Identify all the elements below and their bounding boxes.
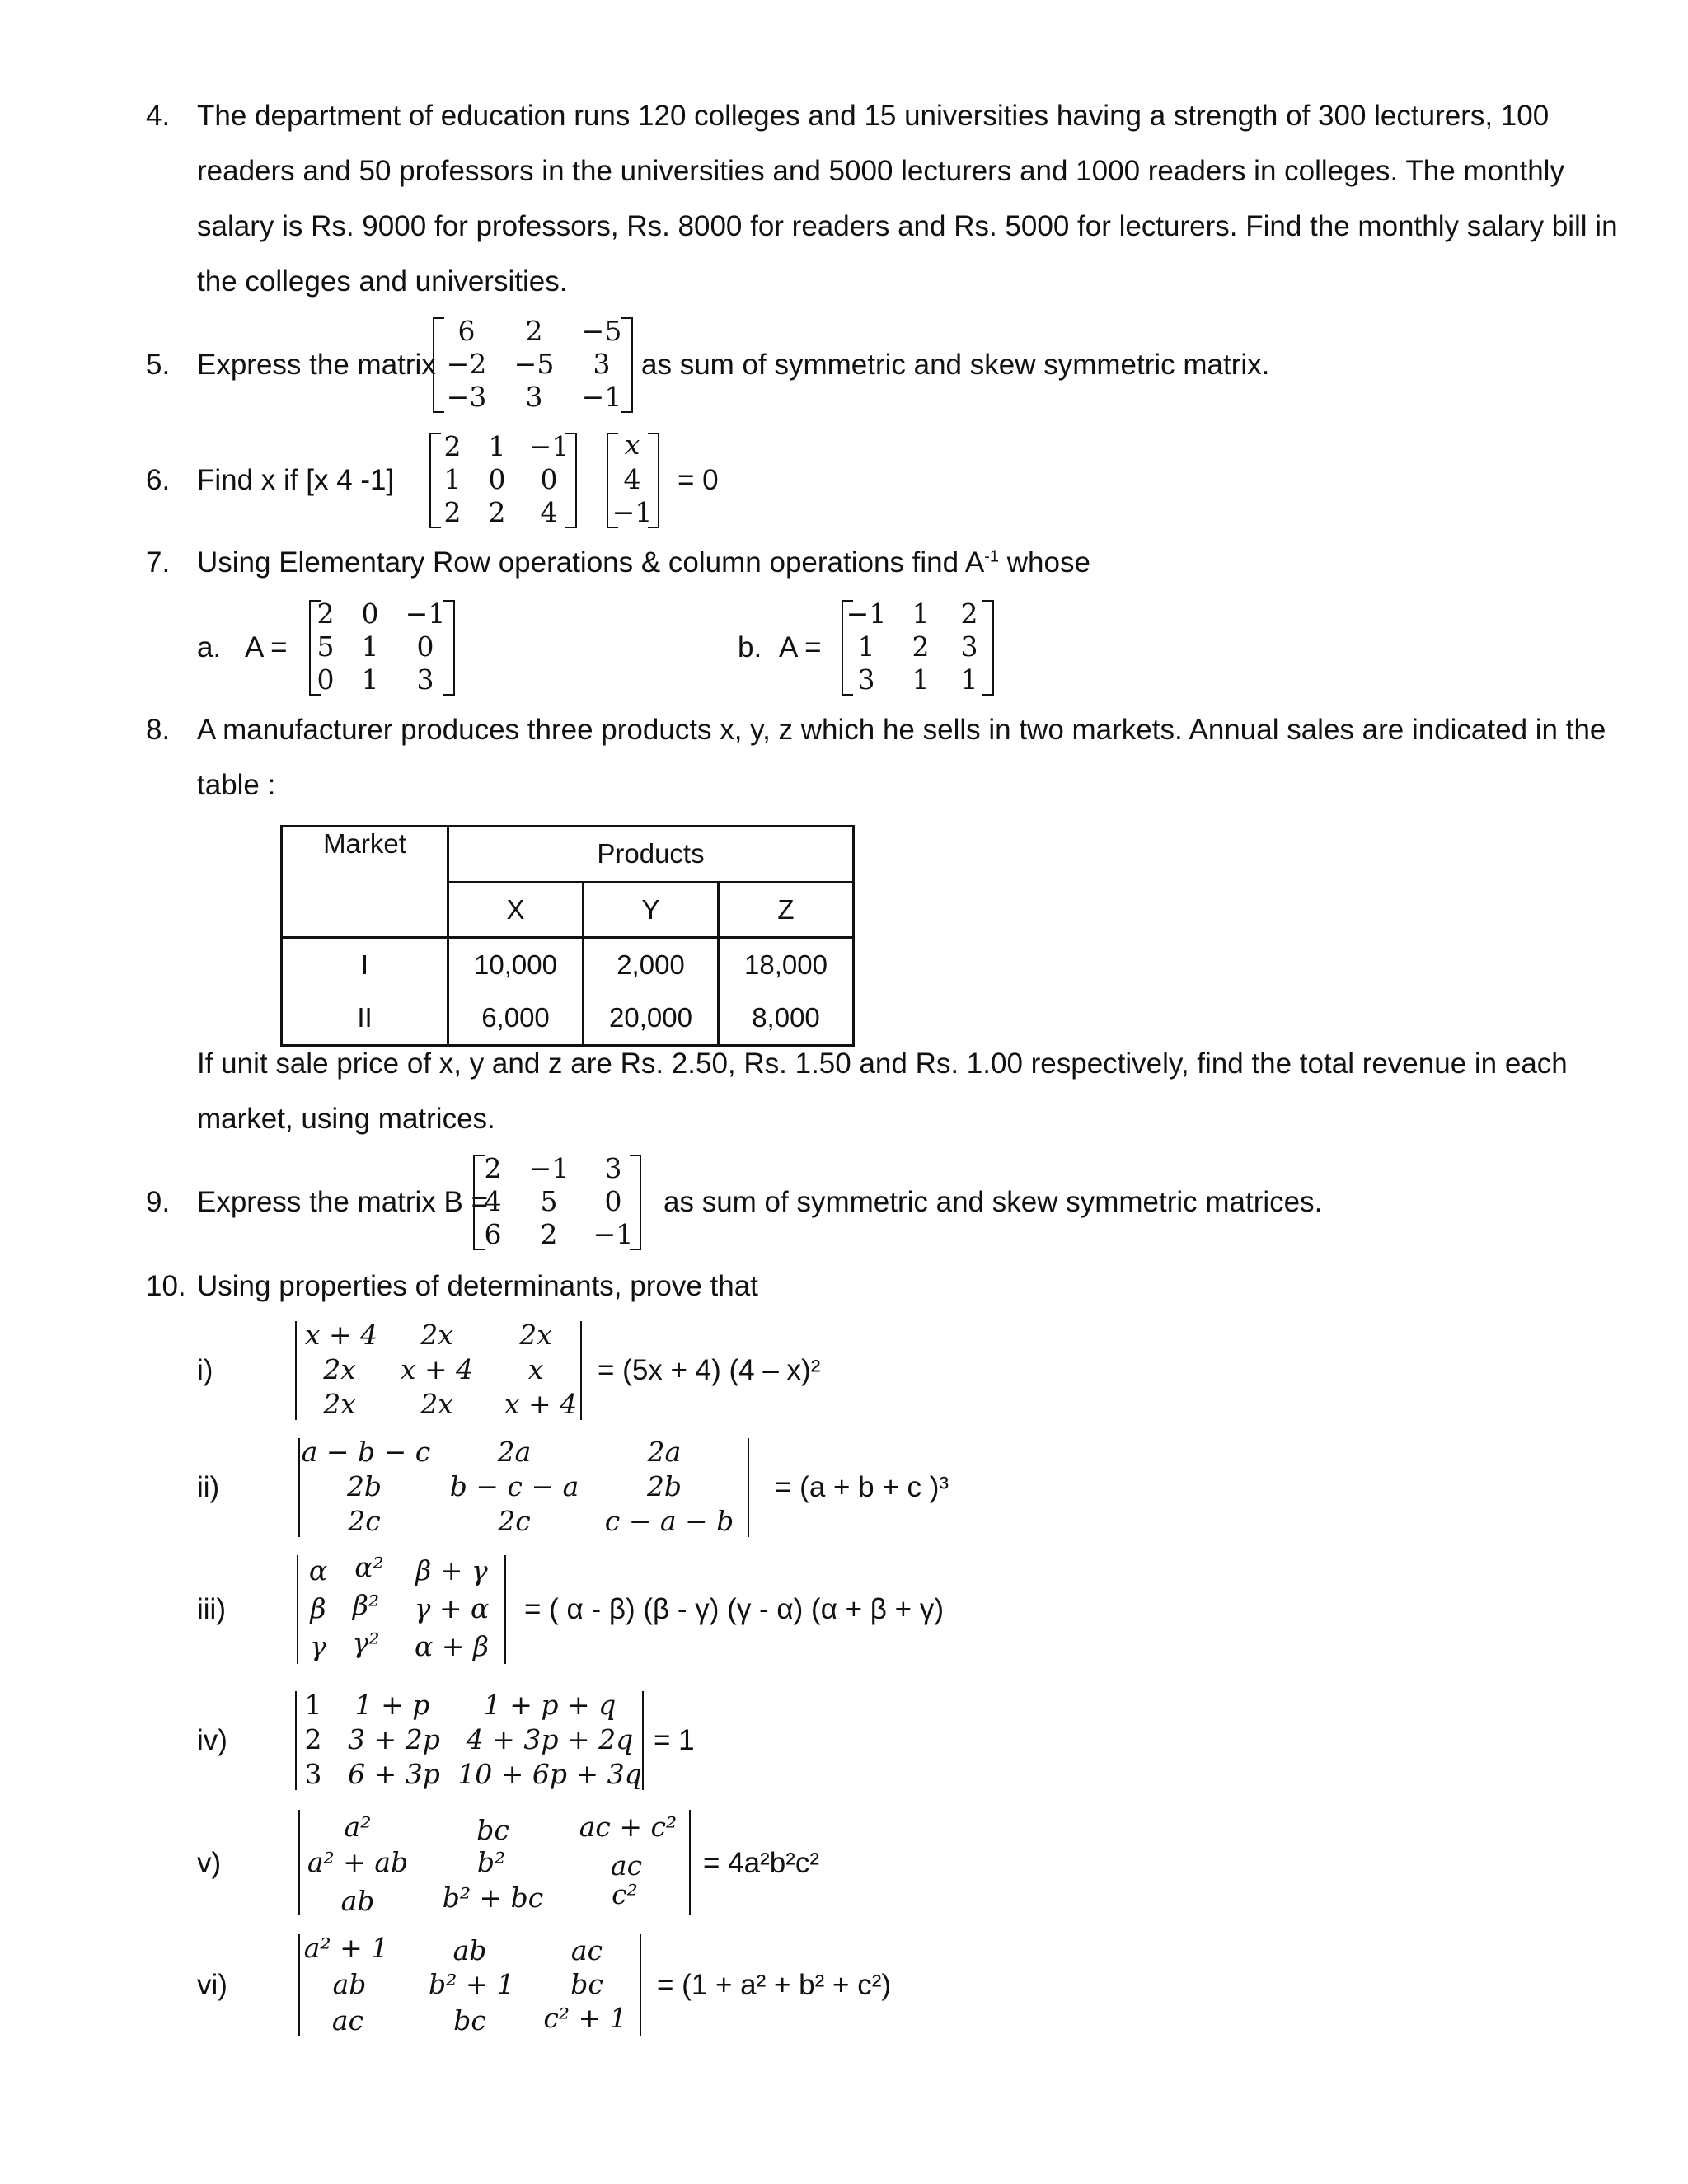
q4-number: 4.: [146, 100, 171, 132]
determinant-cell: x + 4: [400, 1353, 474, 1385]
determinant-cell: β + γ: [415, 1554, 488, 1586]
determinant-right-bar: [580, 1321, 582, 1420]
matrix-cell: 5: [316, 630, 335, 663]
part-label: iv): [197, 1724, 227, 1756]
determinant-cell: 2c: [348, 1505, 381, 1537]
determinant-cell: α²: [354, 1551, 384, 1583]
matrix-cell: 1: [488, 430, 506, 462]
determinant-cell: 3: [304, 1758, 322, 1790]
part-rhs: = (5x + 4) (4 – x)²: [598, 1354, 821, 1386]
q8-line-2: table :: [197, 769, 276, 801]
determinant-cell: ab: [340, 1885, 375, 1917]
determinant-cell: 2x: [519, 1319, 552, 1351]
determinant-cell: ac: [570, 1934, 603, 1966]
matrix-cell: 2: [525, 315, 543, 347]
determinant-cell: 1: [304, 1689, 322, 1721]
part-label: ii): [197, 1471, 220, 1503]
q4-line-4: the colleges and universities.: [197, 265, 568, 298]
q7a-label: a.: [197, 631, 222, 663]
determinant-right-bar: [748, 1438, 749, 1537]
matrix-cell: 1: [361, 630, 379, 663]
determinant-cell: γ + α: [414, 1592, 490, 1624]
q5-prefix: Express the matrix: [197, 349, 436, 381]
matrix-cell: 3: [593, 348, 611, 380]
left-bracket: [433, 317, 444, 413]
determinant-left-bar: [295, 1321, 297, 1420]
market-cell: II: [282, 991, 448, 1046]
table-row: [282, 991, 854, 1046]
part-label: i): [197, 1354, 213, 1386]
matrix-cell: 0: [316, 663, 335, 696]
table-cell: 18,000: [719, 938, 854, 992]
matrix-cell: −1: [581, 381, 622, 413]
matrix-cell: 3: [960, 630, 978, 663]
determinant-cell: α: [308, 1554, 328, 1586]
determinant-left-bar: [298, 1438, 300, 1537]
determinant-cell: b² + bc: [442, 1882, 544, 1914]
q6-number: 6.: [146, 464, 171, 496]
determinant-right-bar: [504, 1555, 506, 1664]
matrix-cell: 2: [316, 598, 335, 630]
q5-number: 5.: [146, 349, 171, 381]
determinant-cell: ac + c²: [579, 1811, 678, 1843]
part-rhs: = 4a²b²c²: [703, 1847, 820, 1879]
market-cell: I: [282, 938, 448, 992]
q8-number: 8.: [146, 714, 171, 746]
matrix-cell: 1: [443, 463, 462, 495]
column-header-x: X: [448, 882, 584, 938]
matrix-cell: 2: [912, 630, 930, 663]
vector-cell: 4: [623, 463, 641, 495]
table-header-row: [282, 827, 854, 883]
matrix-cell: 0: [604, 1185, 622, 1217]
q5-suffix: as sum of symmetric and skew symmetric matrix.: [641, 349, 1270, 381]
q6-prefix: Find x if [x 4 -1]: [197, 464, 395, 496]
q7b-prefix: A =: [779, 631, 822, 663]
determinant-cell: γ²: [352, 1627, 380, 1659]
matrix-cell: 3: [525, 381, 543, 413]
left-bracket: [429, 433, 441, 528]
q10-number: 10.: [146, 1270, 186, 1302]
table-cell: 20,000: [584, 991, 719, 1046]
part-label: v): [197, 1847, 222, 1879]
determinant-cell: β: [310, 1592, 326, 1624]
determinant-cell: 2b: [346, 1470, 382, 1502]
determinant-cell: 2x: [323, 1388, 356, 1420]
part-rhs: = (a + b + c )³: [775, 1471, 950, 1503]
table-cell: 6,000: [448, 991, 584, 1046]
determinant-cell: 10 + 6p + 3q: [457, 1758, 642, 1790]
determinant-cell: bc: [476, 1814, 509, 1846]
determinant-cell: b² + 1: [429, 1968, 514, 2000]
determinant-right-bar: [640, 1934, 641, 2036]
products-header: Products: [448, 827, 854, 883]
determinant-cell: ac: [610, 1849, 643, 1882]
matrix-cell: 0: [416, 630, 434, 663]
matrix-cell: −3: [446, 381, 487, 413]
determinant-cell: 2c: [498, 1505, 531, 1537]
determinant-cell: 1 + p: [354, 1689, 430, 1721]
determinant-cell: c²: [612, 1878, 638, 1910]
determinant-cell: a²: [344, 1811, 372, 1843]
determinant-cell: ab: [452, 1934, 487, 1966]
q4-line-1: The department of education runs 120 colleges and 15 universities having a strength of 300 lecturers, 100: [197, 100, 1550, 132]
q9-number: 9.: [146, 1186, 171, 1218]
determinant-cell: c − a − b: [604, 1505, 734, 1537]
part-rhs: = (1 + a² + b² + c²): [657, 1969, 891, 2001]
matrix-cell: 4: [484, 1185, 502, 1217]
table-cell: 8,000: [719, 991, 854, 1046]
determinant-cell: 2x: [323, 1353, 356, 1385]
determinant-cell: 4 + 3p + 2q: [466, 1723, 634, 1755]
determinant-cell: 6 + 3p: [348, 1758, 440, 1790]
matrix-cell: −2: [446, 348, 487, 380]
determinant-cell: α + β: [415, 1630, 489, 1662]
determinant-left-bar: [295, 1691, 297, 1790]
determinant-cell: 2: [304, 1723, 322, 1755]
q7-superscript: -1: [984, 547, 1000, 566]
left-bracket: [473, 1155, 485, 1250]
matrix-cell: 2: [443, 496, 462, 528]
column-header-z: Z: [719, 882, 854, 938]
determinant-cell: 2x: [420, 1388, 453, 1420]
determinant-cell: 2x: [420, 1319, 453, 1351]
q7b-label: b.: [738, 631, 762, 663]
vector-cell: −1: [612, 496, 653, 528]
matrix-cell: −1: [593, 1218, 634, 1250]
determinant-cell: 2b: [646, 1470, 682, 1502]
right-bracket: [982, 600, 994, 696]
determinant-cell: bc: [570, 1968, 603, 2000]
determinant-cell: x + 4: [304, 1319, 378, 1351]
q8-after-1: If unit sale price of x, y and z are Rs. 2.50, Rs. 1.50 and Rs. 1.00 respectively, find the total revenue in each: [197, 1047, 1568, 1080]
matrix-cell: 0: [361, 598, 379, 630]
q7-text: Using Elementary Row operations & column operations find $A^{-1}$ whose: [197, 546, 1090, 579]
matrix-cell: 2: [443, 430, 462, 462]
matrix-cell: 3: [416, 663, 434, 696]
matrix-cell: 6: [457, 315, 476, 347]
matrix-cell: 1: [857, 630, 875, 663]
determinant-cell: β²: [352, 1589, 380, 1621]
matrix-cell: 0: [488, 463, 506, 495]
matrix-cell: 3: [857, 663, 875, 696]
matrix-cell: 0: [540, 463, 558, 495]
determinant-cell: 2a: [497, 1436, 532, 1468]
determinant-left-bar: [298, 1934, 300, 2036]
table-row: [282, 938, 854, 992]
matrix-cell: 2: [484, 1152, 502, 1184]
matrix-cell: 1: [361, 663, 379, 696]
determinant-cell: a² + ab: [307, 1846, 409, 1878]
q9-prefix: Express the matrix B =: [197, 1186, 489, 1218]
matrix-cell: 1: [912, 663, 930, 696]
determinant-right-bar: [642, 1691, 644, 1790]
q7-number: 7.: [146, 546, 171, 579]
sales-table: [280, 825, 855, 1047]
matrix-cell: 1: [912, 598, 930, 630]
determinant-cell: b − c − a: [449, 1470, 579, 1502]
determinant-cell: a² + 1: [303, 1932, 389, 1964]
matrix-cell: 2: [488, 496, 506, 528]
matrix-cell: 1: [960, 663, 978, 696]
determinant-right-bar: [689, 1810, 691, 1915]
matrix-cell: 6: [484, 1218, 502, 1250]
determinant-left-bar: [297, 1555, 298, 1664]
determinant-cell: ab: [332, 1968, 367, 2000]
matrix-cell: −1: [528, 1152, 570, 1184]
part-label: vi): [197, 1969, 227, 2001]
determinant-cell: bc: [453, 2004, 486, 2036]
matrix-cell: −1: [528, 430, 570, 462]
matrix-cell: 3: [604, 1152, 622, 1184]
q8-line-1: A manufacturer produces three products x, y, z which he sells in two markets. Annual sales are indicated in the: [197, 714, 1606, 746]
matrix-cell: −5: [581, 315, 622, 347]
matrix-cell: −1: [846, 598, 887, 630]
determinant-cell: c² + 1: [543, 2002, 627, 2034]
market-header: Market: [323, 828, 406, 859]
determinant-cell: a − b − c: [301, 1436, 431, 1468]
column-header-y: Y: [584, 882, 719, 938]
determinant-cell: b²: [476, 1846, 506, 1878]
matrix-cell: −5: [513, 348, 555, 380]
determinant-cell: γ: [310, 1630, 326, 1662]
q4-line-3: salary is Rs. 9000 for professors, Rs. 8000 for readers and Rs. 5000 for lecturers. Find the monthly salary bill in: [197, 210, 1618, 242]
q6-suffix: = 0: [678, 464, 719, 496]
matrix-cell: −1: [405, 598, 446, 630]
table-cell: 2,000: [584, 938, 719, 992]
determinant-cell: ac: [331, 2004, 364, 2036]
q10-text: Using properties of determinants, prove that: [197, 1270, 758, 1302]
table-cell: 10,000: [448, 938, 584, 992]
q8-after-2: market, using matrices.: [197, 1103, 495, 1135]
matrix-cell: 2: [960, 598, 978, 630]
determinant-cell: x + 4: [504, 1388, 578, 1420]
determinant-cell: 3 + 2p: [348, 1723, 440, 1755]
part-rhs: = 1: [654, 1724, 695, 1756]
matrix-cell: 4: [540, 496, 558, 528]
q4-line-2: readers and 50 professors in the universities and 5000 lecturers and 1000 readers in colleges. The monthly: [197, 155, 1564, 187]
matrix-cell: 5: [540, 1185, 558, 1217]
matrix-cell: 2: [540, 1218, 558, 1250]
determinant-cell: 2a: [647, 1436, 682, 1468]
determinant-cell: 1 + p + q: [483, 1689, 617, 1721]
q7a-prefix: A =: [245, 631, 288, 663]
part-rhs: = ( α - β) (β - γ) (γ - α) (α + β + γ): [524, 1593, 944, 1625]
determinant-left-bar: [298, 1810, 300, 1915]
determinant-cell: x: [528, 1353, 544, 1385]
market-header-cell: [282, 827, 448, 938]
q9-suffix: as sum of symmetric and skew symmetric matrices.: [663, 1186, 1323, 1218]
part-label: iii): [197, 1593, 226, 1625]
vector-cell: x: [624, 429, 640, 461]
right-bracket: [621, 317, 633, 413]
